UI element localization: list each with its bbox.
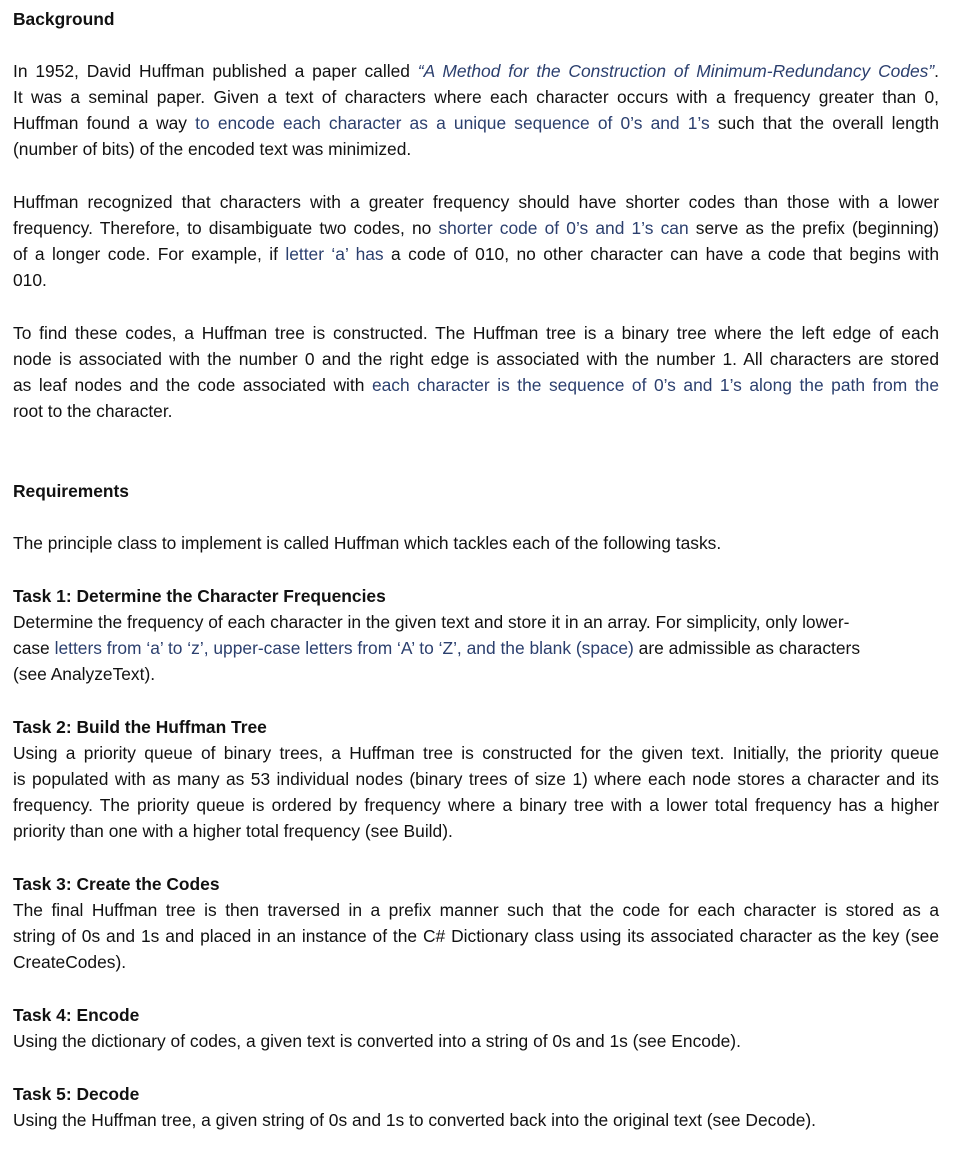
text-segment: frequency. Therefore, to disambiguate two codes, no [13, 218, 439, 238]
text-segment: Huffman found a way [13, 113, 196, 133]
paragraph-line: Using the Huffman tree, a given string of 0s and 1s to converted back into the original text (see Decode). [13, 1110, 816, 1130]
task5-heading: Task 5: Decode [13, 1084, 140, 1104]
paragraph-line: To find these codes, a Huffman tree is constructed. The Huffman tree is a binary tree where the left edge of each [13, 323, 939, 343]
paragraph-line: Determine the frequency of each character in the given text and store it in an array. For simplicity, only lower- [13, 612, 850, 632]
paragraph-line [13, 243, 939, 265]
paragraph-line: is populated with as many as 53 individual nodes (binary trees of size 1) where each node stores a character and its [13, 769, 939, 789]
text-segment: such that the overall length [709, 113, 939, 133]
text-segment: In 1952, David Huffman published a paper called [13, 61, 418, 81]
paragraph-line: root to the character. [13, 401, 173, 421]
text-segment: each character is the sequence of 0’s and 1’s along the path from the [371, 375, 939, 395]
paragraph-line: Huffman recognized that characters with a greater frequency should have shorter codes than those with a lower [13, 192, 939, 212]
paragraph-line [13, 217, 939, 239]
text-segment: letters from ‘a’ to ‘z’, upper-case letters from ‘A’ to ‘Z’, and the blank (space) [54, 638, 634, 658]
text-segment: letter ‘a’ has [285, 244, 384, 264]
task3-heading: Task 3: Create the Codes [13, 874, 220, 894]
paper-title: “A Method for the Construction of Minimum-Redundancy Codes” [417, 61, 935, 81]
paragraph-line [13, 374, 939, 396]
text-segment: serve as the prefix (beginning) [688, 218, 939, 238]
text-segment: to encode each character as a unique sequence of 0’s and 1’s [195, 113, 710, 133]
paragraph-line: It was a seminal paper. Given a text of characters where each character occurs with a frequency greater than 0, [13, 87, 939, 107]
paragraph-line: (number of bits) of the encoded text was minimized. [13, 139, 412, 159]
task2-heading: Task 2: Build the Huffman Tree [13, 717, 267, 737]
paragraph-line: Using the dictionary of codes, a given text is converted into a string of 0s and 1s (see Encode). [13, 1031, 741, 1051]
background-heading: Background [13, 9, 115, 29]
text-segment: shorter code of 0’s and 1’s can [438, 218, 689, 238]
paragraph-line: node is associated with the number 0 and the right edge is associated with the number 1. All characters are stored [13, 349, 939, 369]
text-segment: . [934, 61, 939, 81]
text-segment: of a longer code. For example, if [13, 244, 286, 264]
task1-heading: Task 1: Determine the Character Frequencies [13, 586, 386, 606]
paragraph-line: frequency. The priority queue is ordered by frequency where a binary tree with a lower total frequency has a higher [13, 795, 939, 815]
paragraph-line: priority than one with a higher total frequency (see Build). [13, 821, 453, 841]
paragraph-line: Using a priority queue of binary trees, a Huffman tree is constructed for the given text. Initially, the priority queue [13, 743, 939, 763]
paragraph-line: (see AnalyzeText). [13, 664, 156, 684]
paragraph-line [13, 112, 939, 134]
requirements-heading: Requirements [13, 481, 129, 501]
task4-heading: Task 4: Encode [13, 1005, 140, 1025]
paragraph-line: The final Huffman tree is then traversed in a prefix manner such that the code for each character is stored as a [13, 900, 939, 920]
text-segment: a code of 010, no other character can have a code that begins with [383, 244, 939, 264]
paragraph-line [13, 60, 939, 82]
paragraph-line [13, 637, 860, 659]
text-segment: are admissible as characters [633, 638, 861, 658]
requirements-intro: The principle class to implement is called Huffman which tackles each of the following tasks. [13, 533, 722, 553]
paragraph-line: string of 0s and 1s and placed in an instance of the C# Dictionary class using its associated character as the key (see [13, 926, 939, 946]
text-segment: case [13, 638, 55, 658]
paragraph-line: 010. [13, 270, 47, 290]
paragraph-line: CreateCodes). [13, 952, 127, 972]
text-segment: as leaf nodes and the code associated with [13, 375, 372, 395]
